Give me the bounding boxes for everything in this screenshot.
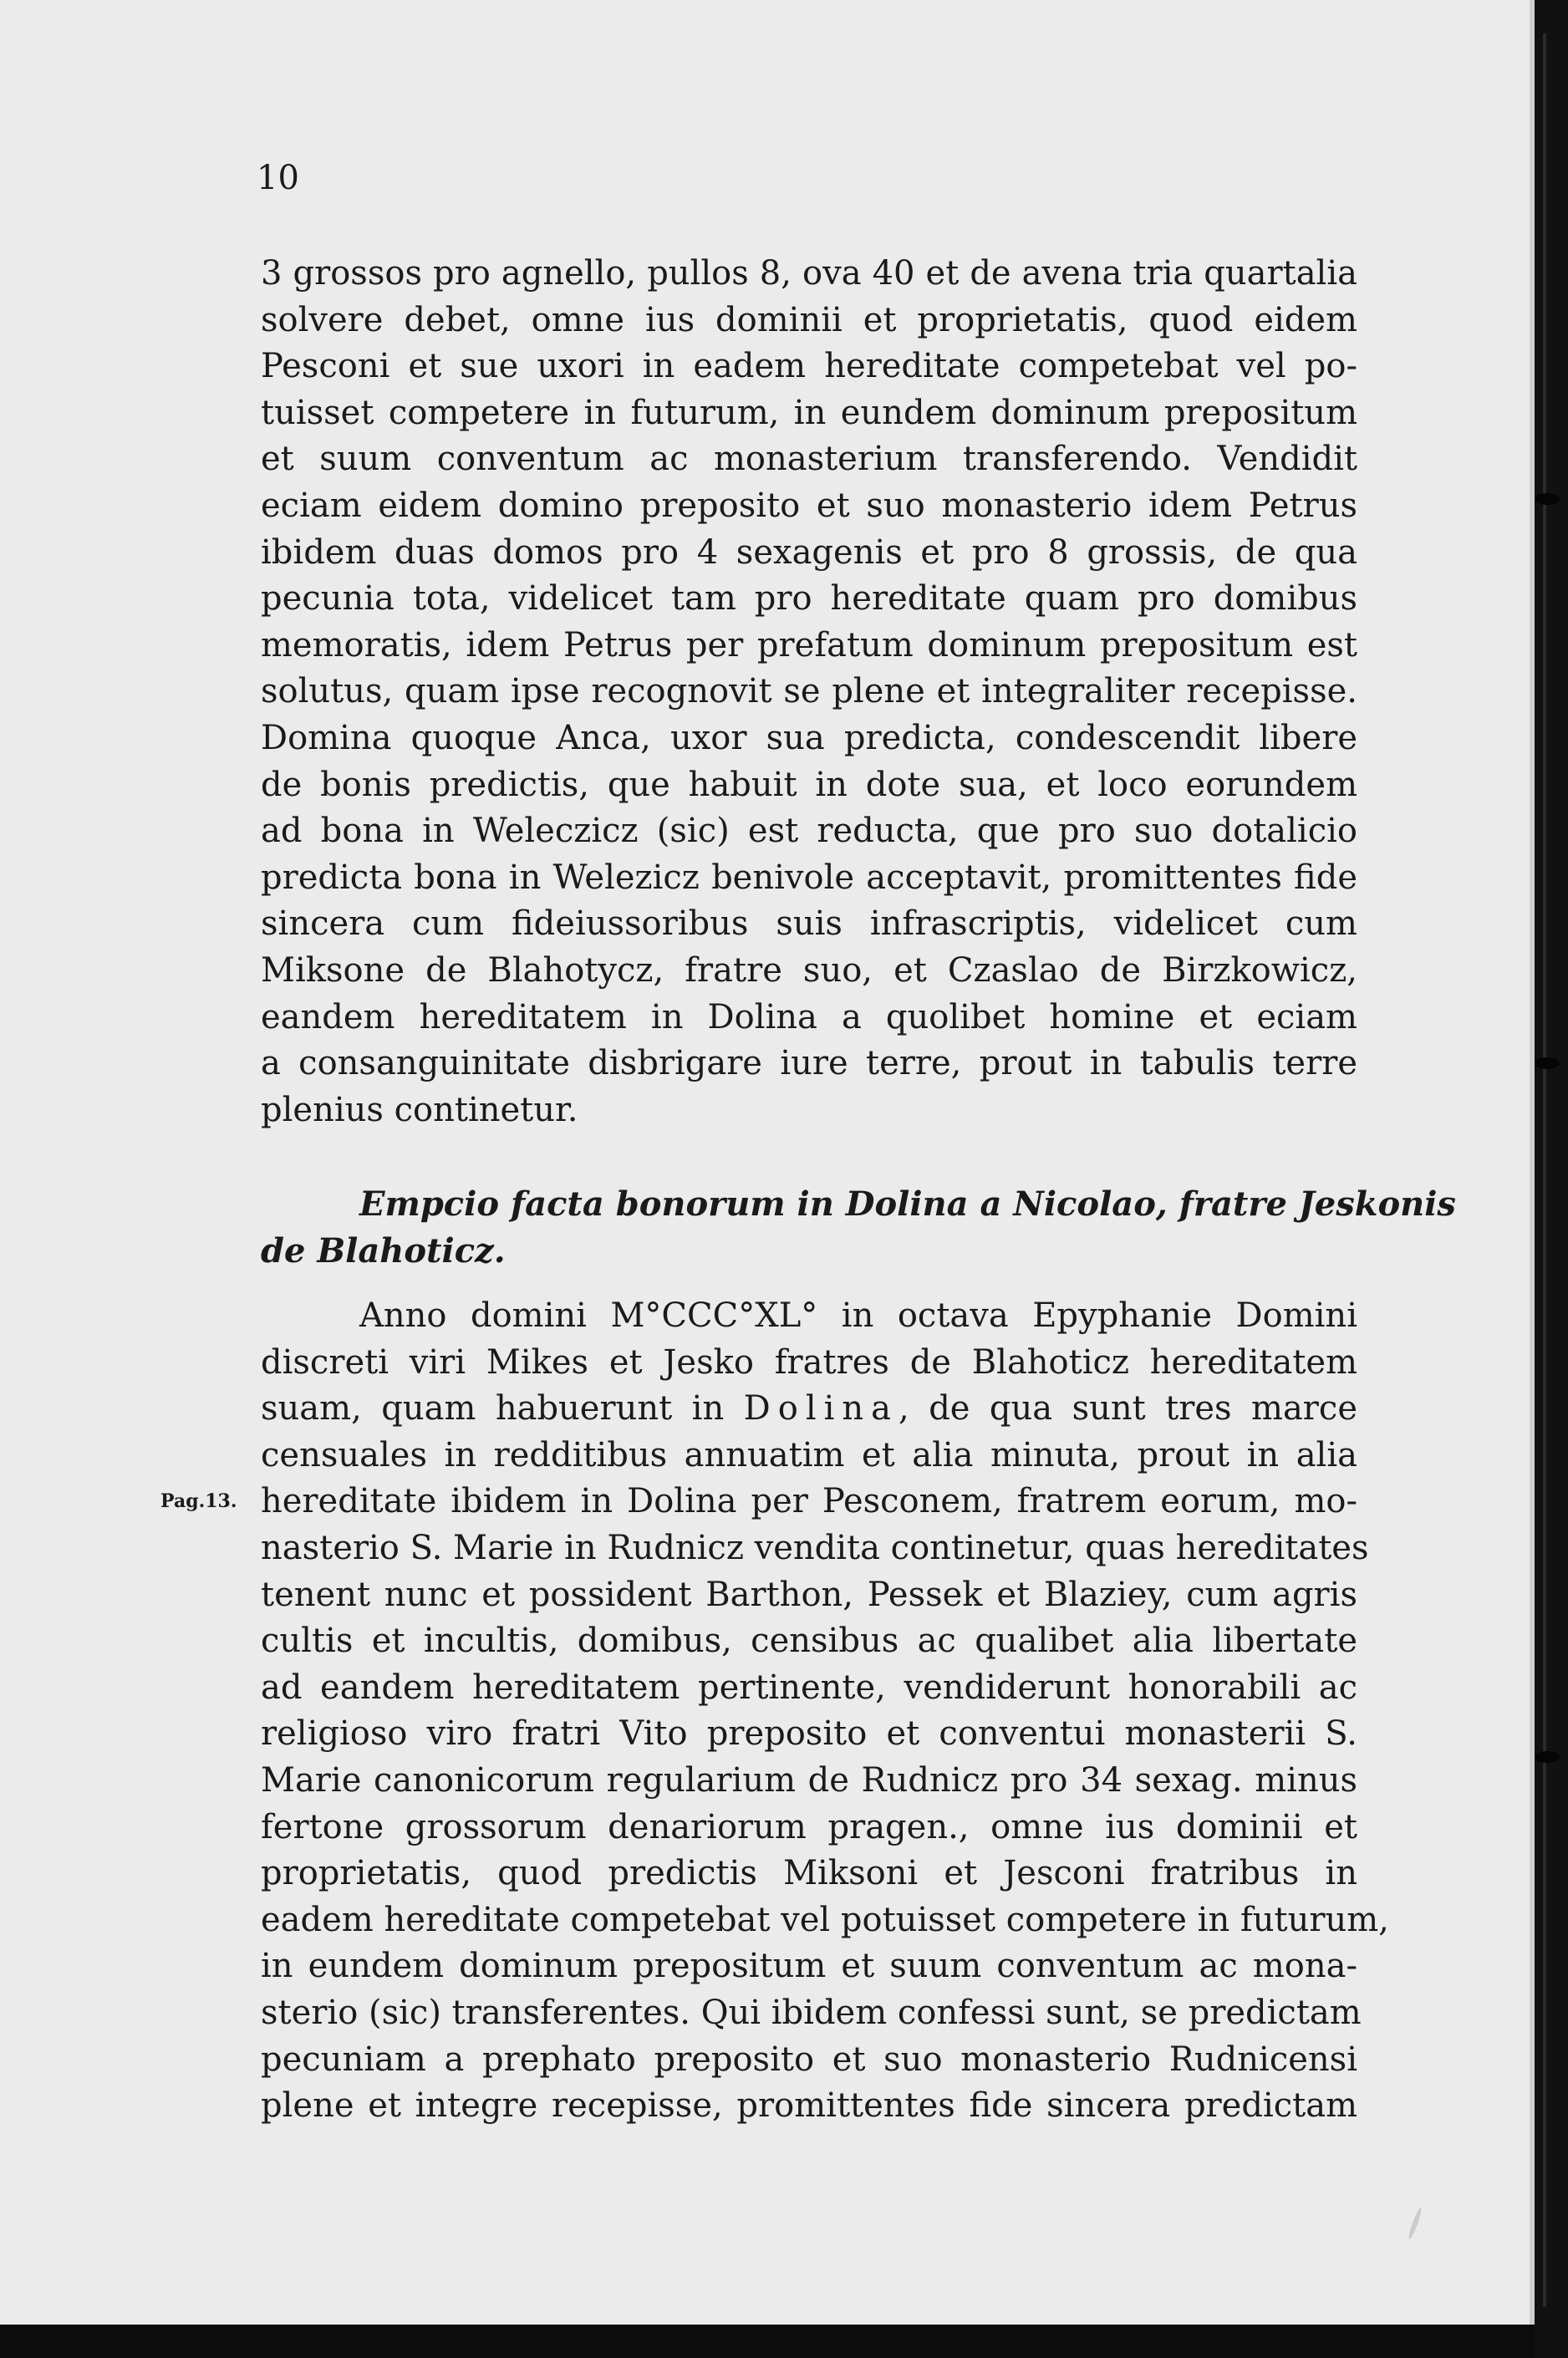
text-line: discreti viri Mikes et Jesko fratres de Blahoticz hereditatem [261, 1342, 1357, 1382]
heading-line: de Blahoticz. [261, 1230, 506, 1271]
margin-page-reference: Pag.13. [160, 1490, 237, 1512]
text-line [261, 1386, 1357, 1433]
text-line: proprietatis, quod predictis Miksoni et Jesconi fratribus in [261, 1854, 1357, 1893]
text-line: ad eandem hereditatem pertinente, vendiderunt honorabili ac [261, 1668, 1357, 1707]
text-line: in eundem dominum prepositum et suum conventum ac mona- [261, 1947, 1357, 1986]
heading-line: Empcio facta bonorum in Dolina a Nicolao, fratre Jeskonis [359, 1184, 1456, 1224]
text-line: eadem hereditate competebat vel potuisset competere in futurum, [261, 1900, 1389, 1939]
text-line: a consanguinitate disbrigare iure terre, prout in tabulis terre [261, 1044, 1357, 1083]
text-line: pecuniam a prephato preposito et suo monasterio Rudnicensi [261, 2040, 1357, 2079]
text-line: et suum conventum ac monasterium transferendo. Vendidit [261, 440, 1357, 479]
text-line: solvere debet, omne ius dominii et proprietatis, quod eidem [261, 300, 1357, 339]
text-line: memoratis, idem Petrus per prefatum dominum prepositum est [261, 625, 1357, 665]
paragraph-1 [261, 251, 1357, 1133]
text-line: eciam eidem domino preposito et suo monasterio idem Petrus [261, 486, 1357, 525]
text-line: Miksone de Blahotycz, fratre suo, et Czaslao de Birzkowicz, [261, 950, 1357, 990]
text-line: pecunia tota, videlicet tam pro hereditate quam pro domibus [261, 579, 1357, 619]
page-number: 10 [257, 159, 299, 197]
text-line: sterio (sic) transferentes. Qui ibidem confessi sunt, se predictam [261, 1993, 1362, 2032]
text-line: Marie canonicorum regularium de Rudnicz pro 34 sexag. minus [261, 1760, 1357, 1800]
text-line: predicta bona in Welezicz benivole acceptavit, promittentes fide [261, 858, 1357, 897]
text-line: plene et integre recepisse, promittentes fide sincera predictam [261, 2086, 1357, 2126]
text-line: Pesconi et sue uxori in eadem hereditate competebat vel po- [261, 347, 1357, 386]
section-heading [261, 1181, 1456, 1274]
text-line: solutus, quam ipse recognovit se plene et integraliter recepisse. [261, 672, 1357, 711]
text-line: cultis et incultis, domibus, censibus ac qualibet alia libertate [261, 1622, 1357, 1661]
spaced-place-name: Dolina [743, 1389, 899, 1429]
text-line: tenent nunc et possident Barthon, Pessek et Blaziey, cum agris [261, 1575, 1357, 1614]
binding-rule [1543, 33, 1546, 2307]
text-line: religioso viro fratri Vito preposito et conventui monasterii S. [261, 1714, 1357, 1754]
text-line: 3 grossos pro agnello, pullos 8, ova 40 et de avena tria quartalia [261, 254, 1357, 293]
text-line: de bonis predictis, que habuit in dote sua, et loco eorundem [261, 765, 1357, 804]
text-line: ad bona in Weleczicz (sic) est reducta, que pro suo dotalicio [261, 812, 1357, 851]
text-fragment: suam, quam habuerunt in [261, 1389, 725, 1429]
text-line: hereditate ibidem in Dolina per Pesconem, fratrem eorum, mo- [261, 1482, 1357, 1521]
binding-edge [1535, 0, 1568, 2358]
text-line: Anno domini M°CCC°XL° in octava Epyphanie Domini [359, 1296, 1357, 1335]
binding-mark [1535, 1057, 1560, 1069]
text-line: plenius continetur. [261, 1090, 578, 1129]
paragraph-2 [261, 1293, 1389, 2130]
binding-mark [1535, 493, 1560, 505]
text-fragment: , de qua sunt tres marce [899, 1389, 1357, 1429]
text-line: sincera cum fideiussoribus suis infrascriptis, videlicet cum [261, 904, 1357, 944]
text-line: ibidem duas domos pro 4 sexagenis et pro 8 grossis, de qua [261, 532, 1357, 572]
text-line: Domina quoque Anca, uxor sua predicta, condescendit libere [261, 718, 1357, 757]
text-line: tuisset competere in futurum, in eundem dominum prepositum [261, 393, 1357, 432]
binding-mark [1535, 1751, 1560, 1763]
text-line: nasterio S. Marie in Rudnicz vendita continetur, quas hereditates [261, 1528, 1369, 1567]
text-line: eandem hereditatem in Dolina a quolibet homine et eciam [261, 997, 1357, 1036]
text-line: fertone grossorum denariorum pragen., omne ius dominii et [261, 1807, 1357, 1846]
text-line: censuales in redditibus annuatim et alia minuta, prout in alia [261, 1435, 1357, 1474]
paper-blemish [1407, 2207, 1423, 2240]
